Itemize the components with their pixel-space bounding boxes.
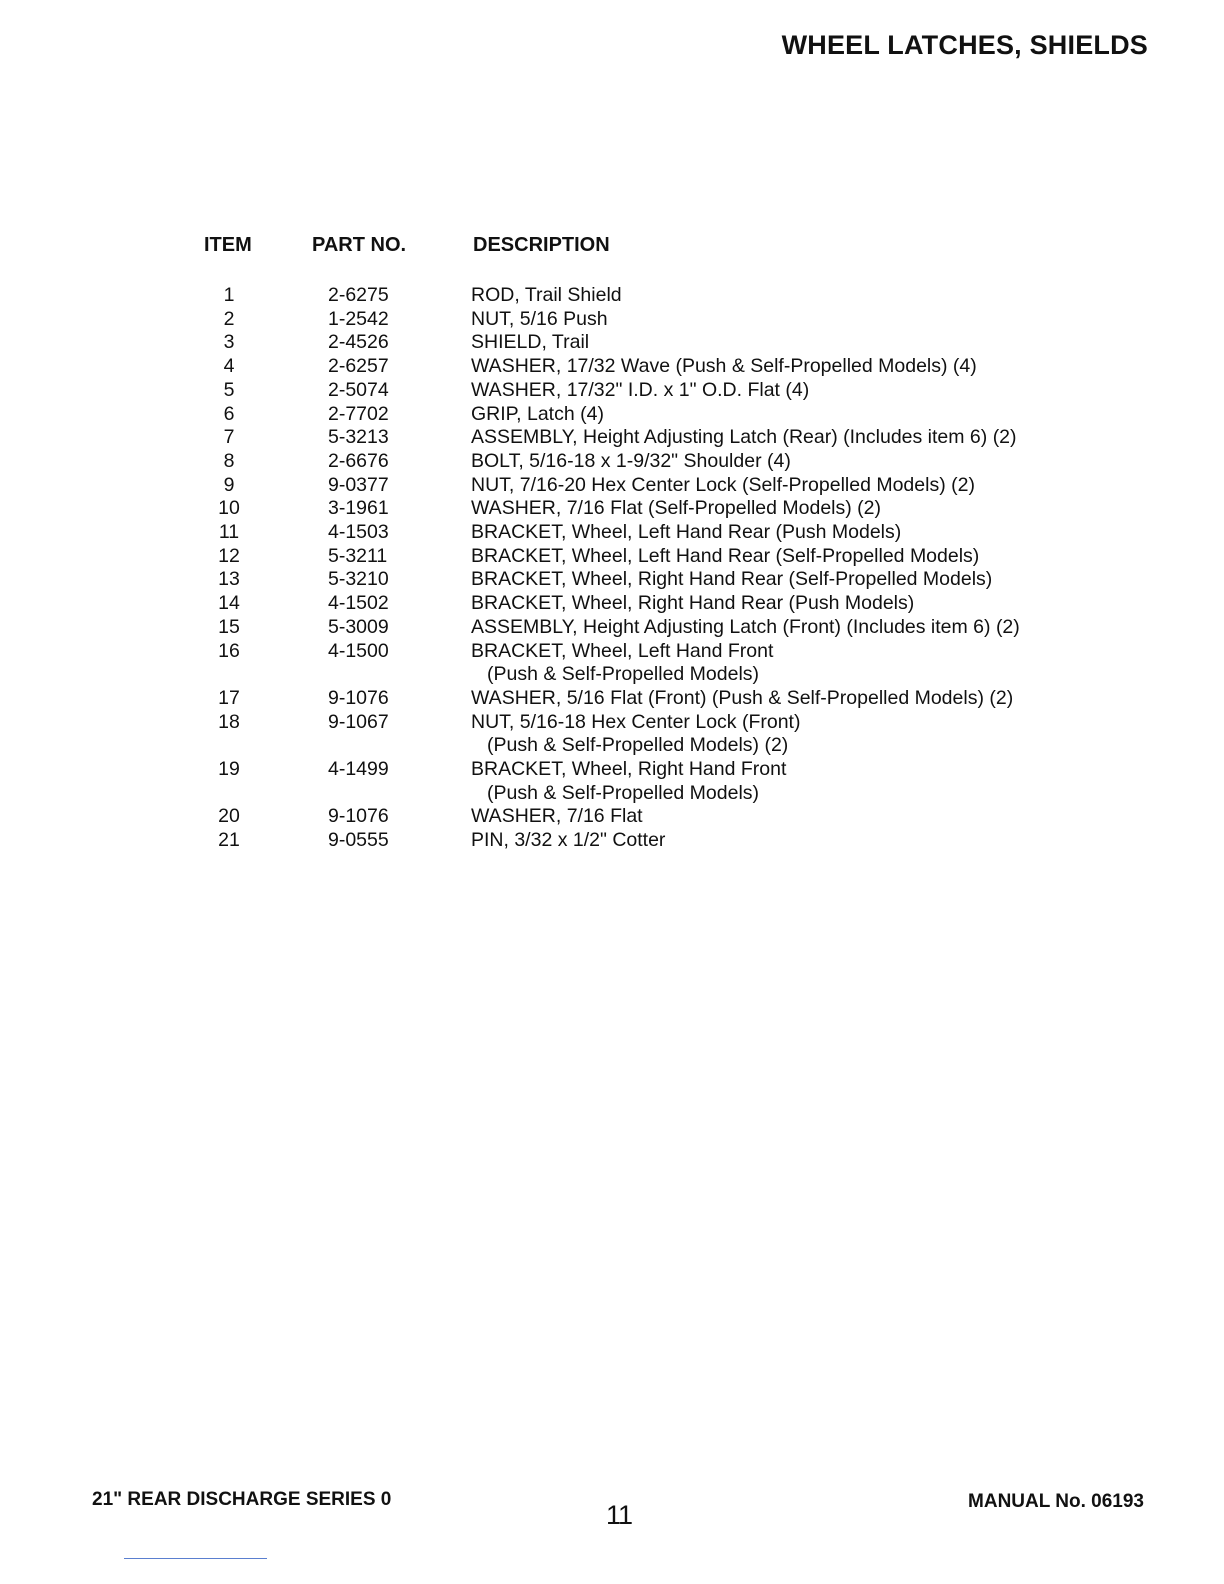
part-description	[471, 711, 1224, 758]
table-body	[0, 284, 1224, 853]
footer-series-label: 21" REAR DISCHARGE SERIES 0	[92, 1489, 392, 1510]
part-number: 9-0555	[328, 829, 389, 852]
table-row	[0, 426, 1224, 450]
item-number: 2	[223, 307, 235, 330]
part-number: 4-1500	[328, 639, 389, 662]
item-number: 19	[218, 758, 240, 781]
item-number: 3	[223, 331, 235, 354]
part-number: 1-2542	[328, 307, 389, 330]
part-description	[471, 829, 1224, 853]
part-number: 2-5074	[328, 378, 389, 401]
item-number: 17	[218, 686, 240, 709]
table-row	[0, 284, 1224, 308]
table-row	[0, 592, 1224, 616]
table-row	[0, 687, 1224, 711]
table-row	[0, 568, 1224, 592]
item-number: 11	[218, 521, 240, 544]
description-column-header: DESCRIPTION	[473, 234, 610, 256]
part-number: 9-1067	[328, 710, 389, 733]
part-number: 5-3213	[328, 426, 389, 449]
table-header-row	[0, 234, 1224, 262]
page-title: WHEEL LATCHES, SHIELDS	[781, 30, 1148, 60]
part-description	[471, 616, 1224, 640]
part-no-column-header: PART NO.	[312, 234, 407, 256]
description-line: BOLT, 5/16-18 x 1-9/32" Shoulder (4)	[471, 449, 791, 472]
part-description	[471, 545, 1224, 569]
description-line: ASSEMBLY, Height Adjusting Latch (Rear) (Includes item 6) (2)	[471, 426, 1017, 449]
description-line: BRACKET, Wheel, Right Hand Rear (Self-Propelled Models)	[471, 568, 993, 591]
part-number: 9-1076	[328, 805, 389, 828]
part-description	[471, 308, 1224, 332]
table-row	[0, 308, 1224, 332]
item-number: 10	[218, 497, 240, 520]
item-column-header: ITEM	[204, 234, 252, 256]
item-number: 7	[223, 426, 235, 449]
description-line: WASHER, 7/16 Flat	[471, 805, 643, 828]
part-description	[471, 331, 1224, 355]
item-number: 9	[223, 473, 235, 496]
part-number: 5-3210	[328, 568, 389, 591]
part-number: 9-1076	[328, 686, 389, 709]
part-number: 3-1961	[328, 497, 389, 520]
description-line: WASHER, 7/16 Flat (Self-Propelled Models) (2)	[471, 497, 881, 520]
description-line: NUT, 5/16 Push	[471, 307, 608, 330]
table-row	[0, 805, 1224, 829]
parts-table	[0, 234, 1224, 852]
table-row	[0, 640, 1224, 687]
page-number: 11	[606, 1500, 633, 1530]
part-description	[471, 474, 1224, 498]
table-row	[0, 616, 1224, 640]
description-line: WASHER, 17/32" I.D. x 1" O.D. Flat (4)	[471, 378, 810, 401]
part-description	[471, 284, 1224, 308]
description-continuation: (Push & Self-Propelled Models)	[487, 781, 760, 804]
table-row	[0, 545, 1224, 569]
part-number: 4-1499	[328, 758, 389, 781]
part-description	[471, 758, 1224, 805]
description-line: BRACKET, Wheel, Right Hand Rear (Push Models)	[471, 592, 915, 615]
part-description	[471, 521, 1224, 545]
item-number: 4	[223, 355, 235, 378]
part-description	[471, 687, 1224, 711]
description-line: PIN, 3/32 x 1/2" Cotter	[471, 829, 666, 852]
part-description	[471, 450, 1224, 474]
table-row	[0, 331, 1224, 355]
description-line: ROD, Trail Shield	[471, 284, 622, 306]
table-row	[0, 711, 1224, 758]
description-line: BRACKET, Wheel, Left Hand Rear (Self-Propelled Models)	[471, 544, 980, 567]
description-line: BRACKET, Wheel, Right Hand Front	[471, 758, 787, 781]
part-description	[471, 355, 1224, 379]
table-row	[0, 403, 1224, 427]
part-description	[471, 379, 1224, 403]
part-number: 2-4526	[328, 331, 389, 354]
table-row	[0, 829, 1224, 853]
table-row	[0, 474, 1224, 498]
table-row	[0, 521, 1224, 545]
item-number: 12	[218, 544, 240, 567]
item-number: 20	[218, 805, 240, 828]
item-number: 15	[218, 615, 240, 638]
part-number: 5-3211	[328, 544, 388, 567]
table-row	[0, 379, 1224, 403]
part-description	[471, 640, 1224, 687]
part-number: 2-7702	[328, 402, 389, 425]
description-line: BRACKET, Wheel, Left Hand Front	[471, 639, 774, 662]
description-line: ASSEMBLY, Height Adjusting Latch (Front) (Includes item 6) (2)	[471, 615, 1020, 638]
part-number: 2-6257	[328, 355, 389, 378]
table-row	[0, 758, 1224, 805]
part-description	[471, 592, 1224, 616]
item-number: 6	[223, 402, 235, 425]
part-description	[471, 403, 1224, 427]
item-number: 21	[218, 829, 240, 852]
description-line: SHIELD, Trail	[471, 331, 590, 354]
item-number: 16	[218, 639, 240, 662]
part-description	[471, 426, 1224, 450]
part-description	[471, 805, 1224, 829]
footer-divider	[124, 1558, 267, 1559]
item-number: 1	[223, 284, 235, 306]
part-number: 2-6676	[328, 449, 389, 472]
item-number: 13	[218, 568, 240, 591]
part-number: 2-6275	[328, 284, 389, 306]
footer-manual-number: MANUAL No. 06193	[968, 1491, 1144, 1512]
part-number: 9-0377	[328, 473, 389, 496]
table-row	[0, 497, 1224, 521]
table-row	[0, 355, 1224, 379]
part-description	[471, 568, 1224, 592]
part-number: 4-1503	[328, 521, 389, 544]
item-number: 14	[218, 592, 240, 615]
description-line: NUT, 5/16-18 Hex Center Lock (Front)	[471, 710, 801, 733]
part-number: 4-1502	[328, 592, 389, 615]
item-number: 18	[218, 710, 240, 733]
description-line: BRACKET, Wheel, Left Hand Rear (Push Models)	[471, 521, 902, 544]
table-row	[0, 450, 1224, 474]
part-description	[471, 497, 1224, 521]
part-number: 5-3009	[328, 615, 389, 638]
description-line: GRIP, Latch (4)	[471, 402, 604, 425]
description-line: WASHER, 5/16 Flat (Front) (Push & Self-Propelled Models) (2)	[471, 686, 1014, 709]
description-continuation: (Push & Self-Propelled Models) (2)	[487, 734, 789, 757]
description-continuation: (Push & Self-Propelled Models)	[487, 663, 760, 686]
description-line: NUT, 7/16-20 Hex Center Lock (Self-Propelled Models) (2)	[471, 473, 975, 496]
item-number: 8	[223, 449, 235, 472]
item-number: 5	[223, 378, 235, 401]
description-line: WASHER, 17/32 Wave (Push & Self-Propelled Models) (4)	[471, 355, 977, 378]
